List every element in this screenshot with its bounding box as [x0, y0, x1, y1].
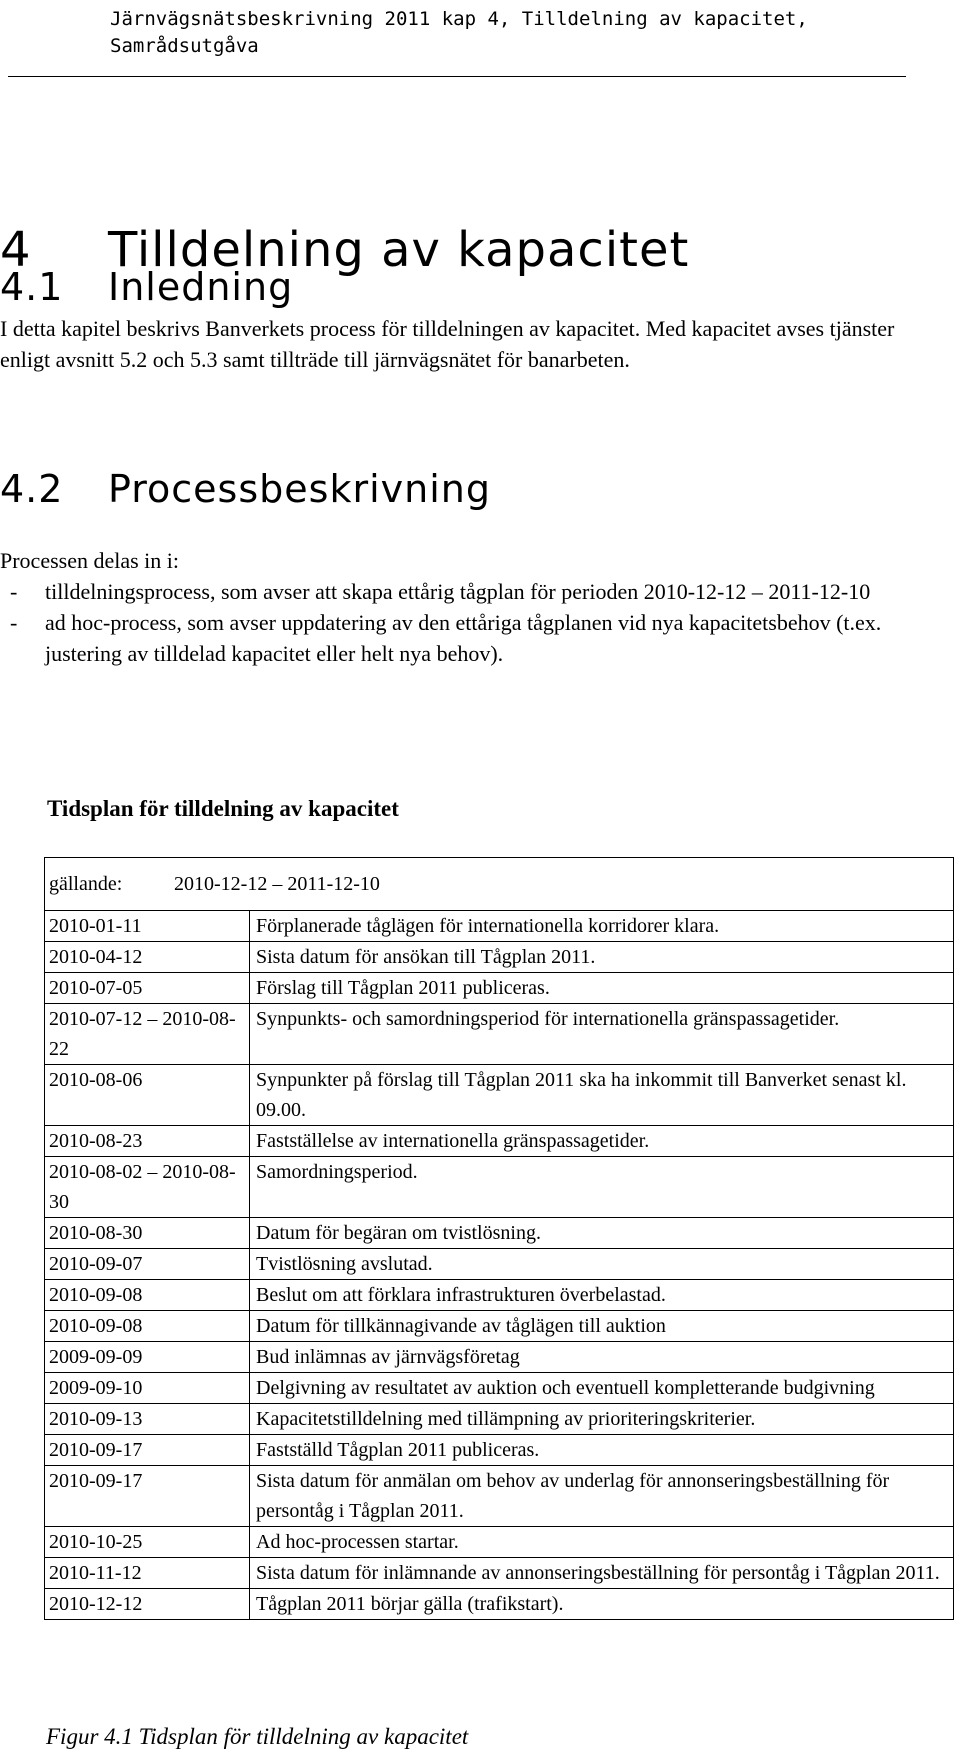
row-date: 2010-08-23	[45, 1126, 250, 1156]
table-row	[45, 941, 953, 972]
row-date: 2010-09-08	[45, 1280, 250, 1310]
row-description: Sista datum för inlämnande av annonseringsbeställning för persontåg i Tågplan 2011.	[256, 1562, 940, 1584]
section-4-2-title: Processbeskrivning	[108, 467, 491, 511]
running-header	[110, 6, 900, 60]
row-date: 2010-07-12 – 2010-08-22	[45, 1004, 250, 1064]
table-row	[45, 1557, 953, 1588]
list-dash: -	[10, 610, 18, 635]
row-date: 2009-09-09	[45, 1342, 250, 1372]
row-description: Tågplan 2011 börjar gälla (trafikstart).	[256, 1593, 564, 1615]
table-row	[45, 1372, 953, 1403]
header-divider	[8, 76, 906, 77]
row-date: 2010-08-02 – 2010-08-30	[45, 1157, 250, 1217]
row-date: 2010-09-07	[45, 1249, 250, 1279]
row-description: Kapacitetstilldelning med tillämpning av prioriteringskriterier.	[256, 1408, 756, 1430]
chapter-number: 4	[0, 222, 32, 278]
table-row	[45, 1434, 953, 1465]
list-item	[10, 607, 930, 669]
row-description: Sista datum för ansökan till Tågplan 2011.	[256, 946, 596, 968]
row-date: 2010-07-05	[45, 973, 250, 1003]
validity-row	[45, 858, 953, 911]
row-description: Bud inlämnas av järnvägsföretag	[256, 1346, 520, 1368]
section-4-1-number: 4.1	[0, 265, 64, 309]
table-row	[45, 1310, 953, 1341]
row-date: 2010-09-08	[45, 1311, 250, 1341]
row-description: Tvistlösning avslutad.	[256, 1253, 433, 1275]
section-4-1-title: Inledning	[108, 265, 294, 309]
schedule-heading: Tidsplan för tilldelning av kapacitet	[47, 796, 399, 821]
row-description: Synpunkts- och samordningsperiod för internationella gränspassagetider.	[256, 1008, 840, 1030]
table-row	[45, 1341, 953, 1372]
row-description: Sista datum för anmälan om behov av underlag för annonseringsbeställning för persontåg i Tågplan 2011.	[256, 1470, 890, 1522]
section-4-2-intro: Processen delas in i:	[0, 548, 180, 573]
figure-caption: Figur 4.1 Tidsplan för tilldelning av kapacitet	[46, 1724, 469, 1749]
row-description: Synpunkter på förslag till Tågplan 2011 ska ha inkommit till Banverket senast kl. 09.00.	[256, 1069, 907, 1121]
row-description: Fastställelse av internationella gränspassagetider.	[256, 1130, 650, 1152]
table-row	[45, 1465, 953, 1526]
table-row	[45, 1279, 953, 1310]
table-row	[45, 1248, 953, 1279]
validity-label: gällande:	[49, 873, 123, 895]
list-item-text: ad hoc-process, som avser uppdatering av den ettåriga tågplanen vid nya kapacitetsbehov (t.ex. justering av tilldelad kapacitet eller helt nya behov).	[45, 610, 882, 666]
row-date: 2010-09-17	[45, 1435, 250, 1465]
running-header-line1: Järnvägsnätsbeskrivning 2011 kap 4, Tilldelning av kapacitet,	[110, 8, 808, 30]
row-description: Delgivning av resultatet av auktion och eventuell kompletterande budgivning	[256, 1377, 875, 1399]
schedule-table	[44, 857, 954, 1620]
table-row	[45, 972, 953, 1003]
list-item	[10, 576, 930, 607]
list-item-text: tilldelningsprocess, som avser att skapa ettårig tågplan för perioden 2010-12-12 – 2011-12-10	[45, 579, 871, 604]
row-date: 2010-09-17	[45, 1466, 250, 1526]
table-row	[45, 911, 953, 941]
row-description: Datum för begäran om tvistlösning.	[256, 1222, 541, 1244]
table-row	[45, 1217, 953, 1248]
running-header-line2: Samrådsutgåva	[110, 35, 259, 57]
row-date: 2010-10-25	[45, 1527, 250, 1557]
table-row	[45, 1403, 953, 1434]
table-row	[45, 1003, 953, 1064]
table-row	[45, 1156, 953, 1217]
table-row	[45, 1588, 953, 1619]
section-4-1-text: I detta kapitel beskrivs Banverkets process för tilldelningen av kapacitet. Med kapacitet avses tjänster enligt avsnitt 5.2 och 5.3 samt tillträde till järnvägsnätet för banarbeten.	[0, 316, 895, 372]
row-date: 2010-01-11	[45, 911, 250, 941]
validity-value: 2010-12-12 – 2011-12-10	[174, 873, 380, 895]
row-description: Beslut om att förklara infrastrukturen överbelastad.	[256, 1284, 666, 1306]
row-date: 2010-04-12	[45, 942, 250, 972]
table-row	[45, 1064, 953, 1125]
section-4-2-heading	[0, 466, 491, 512]
row-description: Förplanerade tåglägen för internationella korridorer klara.	[256, 915, 720, 937]
row-date: 2010-12-12	[45, 1589, 250, 1619]
row-description: Fastställd Tågplan 2011 publiceras.	[256, 1439, 540, 1461]
list-dash: -	[10, 579, 18, 604]
table-row	[45, 1526, 953, 1557]
row-date: 2010-09-13	[45, 1404, 250, 1434]
section-4-2-number: 4.2	[0, 467, 64, 511]
process-list	[10, 576, 930, 669]
row-description: Förslag till Tågplan 2011 publiceras.	[256, 977, 550, 999]
row-date: 2009-09-10	[45, 1373, 250, 1403]
row-description: Ad hoc-processen startar.	[256, 1531, 459, 1553]
row-description: Datum för tillkännagivande av tåglägen till auktion	[256, 1315, 666, 1337]
section-4-1-heading	[0, 264, 293, 310]
chapter-title: Tilldelning av kapacitet	[108, 222, 690, 278]
row-description: Samordningsperiod.	[256, 1161, 418, 1183]
row-date: 2010-08-30	[45, 1218, 250, 1248]
row-date: 2010-08-06	[45, 1065, 250, 1125]
schedule-rows	[45, 911, 953, 1619]
table-row	[45, 1125, 953, 1156]
row-date: 2010-11-12	[45, 1558, 250, 1588]
